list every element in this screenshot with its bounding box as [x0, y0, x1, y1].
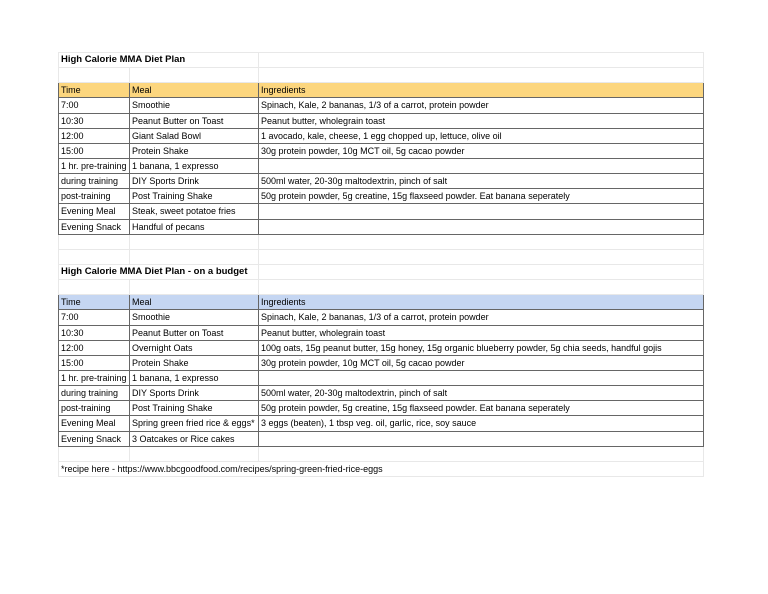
cell[interactable]	[259, 280, 704, 295]
column-header[interactable]: Ingredients	[259, 83, 704, 98]
time-cell[interactable]: Evening Snack	[59, 431, 130, 446]
meal-cell[interactable]: Peanut Butter on Toast	[130, 113, 259, 128]
table-row	[59, 325, 704, 340]
cell[interactable]	[59, 234, 130, 249]
ingredients-cell[interactable]: Peanut butter, wholegrain toast	[259, 113, 704, 128]
table-row	[59, 370, 704, 385]
cell[interactable]	[259, 53, 704, 68]
ingredients-cell[interactable]: 500ml water, 20-30g maltodextrin, pinch of salt	[259, 174, 704, 189]
time-cell[interactable]: post-training	[59, 189, 130, 204]
time-cell[interactable]: 7:00	[59, 310, 130, 325]
column-header[interactable]: Meal	[130, 83, 259, 98]
table-row	[59, 204, 704, 219]
time-cell[interactable]: Evening Snack	[59, 219, 130, 234]
meal-cell[interactable]: Protein Shake	[130, 143, 259, 158]
table-row	[59, 174, 704, 189]
table-row	[59, 158, 704, 173]
ingredients-cell[interactable]: Peanut butter, wholegrain toast	[259, 325, 704, 340]
time-cell[interactable]: 12:00	[59, 340, 130, 355]
ingredients-cell[interactable]: 30g protein powder, 10g MCT oil, 5g cacao powder	[259, 143, 704, 158]
cell[interactable]	[259, 264, 704, 279]
time-cell[interactable]: during training	[59, 386, 130, 401]
ingredients-cell[interactable]: 50g protein powder, 5g creatine, 15g flaxseed powder. Eat banana seperately	[259, 401, 704, 416]
blank-row-0-b	[59, 234, 704, 249]
cell[interactable]	[130, 249, 259, 264]
header-row	[59, 83, 704, 98]
time-cell[interactable]: 1 hr. pre-training	[59, 158, 130, 173]
time-cell[interactable]: during training	[59, 174, 130, 189]
table-row	[59, 401, 704, 416]
table-row	[59, 355, 704, 370]
meal-cell[interactable]: Steak, sweet potatoe fries	[130, 204, 259, 219]
meal-cell[interactable]: DIY Sports Drink	[130, 174, 259, 189]
table-row	[59, 219, 704, 234]
time-cell[interactable]: 10:30	[59, 113, 130, 128]
time-cell[interactable]: 12:00	[59, 128, 130, 143]
meal-cell[interactable]: Post Training Shake	[130, 189, 259, 204]
table-row	[59, 386, 704, 401]
cell[interactable]	[130, 68, 259, 83]
table-row	[59, 98, 704, 113]
cell[interactable]	[130, 234, 259, 249]
meal-cell[interactable]: Smoothie	[130, 98, 259, 113]
blank-row-0-c	[59, 249, 704, 264]
table-title-row	[59, 264, 704, 279]
meal-cell[interactable]: 1 banana, 1 expresso	[130, 158, 259, 173]
meal-cell[interactable]: Protein Shake	[130, 355, 259, 370]
meal-cell[interactable]: Peanut Butter on Toast	[130, 325, 259, 340]
cell[interactable]	[130, 280, 259, 295]
ingredients-cell[interactable]: Spinach, Kale, 2 bananas, 1/3 of a carrot, protein powder	[259, 310, 704, 325]
meal-cell[interactable]: Post Training Shake	[130, 401, 259, 416]
table-row	[59, 340, 704, 355]
blank-row-1-b	[59, 446, 704, 461]
ingredients-cell[interactable]: 3 eggs (beaten), 1 tbsp veg. oil, garlic, rice, soy sauce	[259, 416, 704, 431]
cell[interactable]	[59, 446, 130, 461]
time-cell[interactable]: 10:30	[59, 325, 130, 340]
table-row	[59, 143, 704, 158]
cell[interactable]	[259, 234, 704, 249]
header-row	[59, 295, 704, 310]
time-cell[interactable]: 15:00	[59, 143, 130, 158]
column-header[interactable]: Time	[59, 83, 130, 98]
cell[interactable]	[259, 446, 704, 461]
cell[interactable]	[59, 280, 130, 295]
ingredients-cell[interactable]: 50g protein powder, 5g creatine, 15g flaxseed powder. Eat banana seperately	[259, 189, 704, 204]
ingredients-cell[interactable]: 30g protein powder, 10g MCT oil, 5g cacao powder	[259, 355, 704, 370]
table-title-row	[59, 53, 704, 68]
time-cell[interactable]: Evening Meal	[59, 416, 130, 431]
cell[interactable]	[59, 68, 130, 83]
table-title[interactable]: High Calorie MMA Diet Plan	[59, 53, 259, 68]
table-row	[59, 189, 704, 204]
table-row	[59, 113, 704, 128]
ingredients-cell[interactable]	[259, 219, 704, 234]
table-row	[59, 310, 704, 325]
time-cell[interactable]: Evening Meal	[59, 204, 130, 219]
meal-cell[interactable]: 1 banana, 1 expresso	[130, 370, 259, 385]
time-cell[interactable]: 7:00	[59, 98, 130, 113]
meal-cell[interactable]: Giant Salad Bowl	[130, 128, 259, 143]
ingredients-cell[interactable]: 100g oats, 15g peanut butter, 15g honey, 15g organic blueberry powder, 5g chia seeds, handful gojis	[259, 340, 704, 355]
ingredients-cell[interactable]	[259, 204, 704, 219]
meal-cell[interactable]: 3 Oatcakes or Rice cakes	[130, 431, 259, 446]
table-row	[59, 431, 704, 446]
ingredients-cell[interactable]	[259, 431, 704, 446]
cell[interactable]	[59, 249, 130, 264]
footnote-row	[59, 461, 704, 476]
cell[interactable]	[259, 249, 704, 264]
ingredients-cell[interactable]: 500ml water, 20-30g maltodextrin, pinch of salt	[259, 386, 704, 401]
table-row	[59, 128, 704, 143]
time-cell[interactable]: 1 hr. pre-training	[59, 370, 130, 385]
column-header[interactable]: Ingredients	[259, 295, 704, 310]
time-cell[interactable]: 15:00	[59, 355, 130, 370]
ingredients-cell[interactable]	[259, 370, 704, 385]
meal-cell[interactable]: DIY Sports Drink	[130, 386, 259, 401]
column-header[interactable]: Meal	[130, 295, 259, 310]
blank-row-1-a	[59, 280, 704, 295]
spreadsheet	[58, 52, 704, 477]
meal-cell[interactable]: Handful of pecans	[130, 219, 259, 234]
table-row	[59, 416, 704, 431]
footnote[interactable]: *recipe here - https://www.bbcgoodfood.com/recipes/spring-green-fried-rice-eggs	[59, 461, 704, 476]
ingredients-cell[interactable]: 1 avocado, kale, cheese, 1 egg chopped up, lettuce, olive oil	[259, 128, 704, 143]
meal-cell[interactable]: Overnight Oats	[130, 340, 259, 355]
table-title[interactable]: High Calorie MMA Diet Plan - on a budget	[59, 264, 259, 279]
cell[interactable]	[259, 68, 704, 83]
time-cell[interactable]: post-training	[59, 401, 130, 416]
column-header[interactable]: Time	[59, 295, 130, 310]
blank-row-0-a	[59, 68, 704, 83]
cell[interactable]	[130, 446, 259, 461]
ingredients-cell[interactable]: Spinach, Kale, 2 bananas, 1/3 of a carrot, protein powder	[259, 98, 704, 113]
meal-cell[interactable]: Spring green fried rice & eggs*	[130, 416, 259, 431]
ingredients-cell[interactable]	[259, 158, 704, 173]
meal-cell[interactable]: Smoothie	[130, 310, 259, 325]
